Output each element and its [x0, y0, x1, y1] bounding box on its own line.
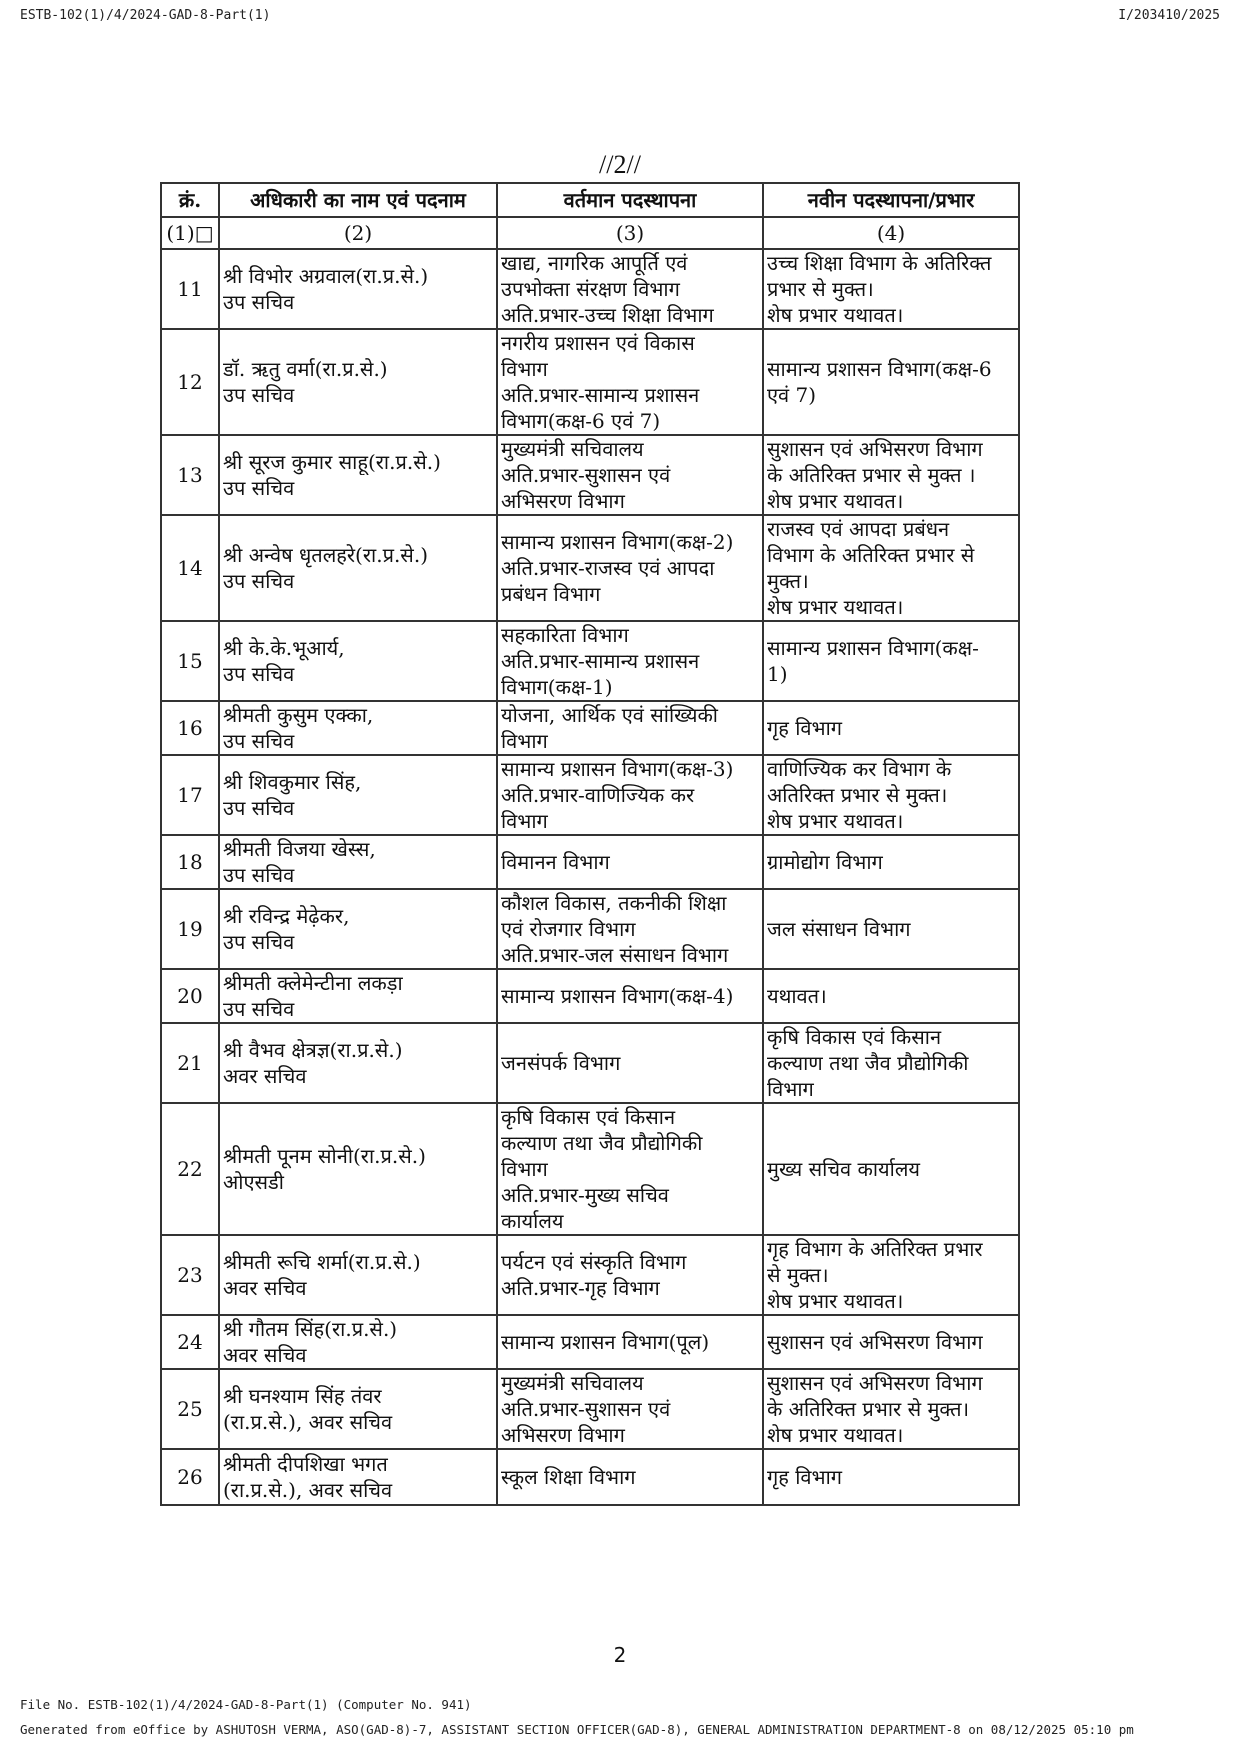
current-posting-line: सामान्य प्रशासन विभाग(पूल) — [501, 1330, 710, 1354]
header-new-posting: नवीन पदस्थापना/प्रभार — [763, 183, 1019, 217]
current-posting-line: अभिसरण विभाग — [501, 1423, 625, 1447]
officer-name-line: श्री के.के.भूआर्य, — [223, 636, 345, 660]
current-posting-line: योजना, आर्थिक एवं सांख्यिकी — [501, 703, 718, 727]
serial-number: 14 — [161, 515, 219, 621]
current-posting-line: उपभोक्ता संरक्षण विभाग — [501, 277, 680, 301]
current-posting-cell — [497, 621, 763, 701]
table-body — [161, 249, 1019, 1505]
officer-name-line: उप सचिव — [223, 997, 295, 1021]
current-posting-cell — [497, 249, 763, 329]
document-number: I/203410/2025 — [1118, 8, 1220, 23]
table-row — [161, 889, 1019, 969]
current-posting-line: अति.प्रभार-मुख्य सचिव — [501, 1183, 669, 1207]
new-posting-cell — [763, 515, 1019, 621]
officer-name-cell — [219, 1315, 497, 1369]
current-posting-cell — [497, 701, 763, 755]
new-posting-line: विभाग — [767, 1077, 814, 1101]
officer-name-line: उप सचिव — [223, 662, 295, 686]
officer-name-line: उप सचिव — [223, 796, 295, 820]
officer-name-cell — [219, 515, 497, 621]
new-posting-cell — [763, 329, 1019, 435]
serial-number: 12 — [161, 329, 219, 435]
new-posting-line: जल संसाधन विभाग — [767, 917, 911, 941]
serial-number: 17 — [161, 755, 219, 835]
officer-name-line: अवर सचिव — [223, 1343, 307, 1367]
table-row — [161, 249, 1019, 329]
new-posting-line: सामान्य प्रशासन विभाग(कक्ष-6 — [767, 357, 992, 381]
current-posting-line: नगरीय प्रशासन एवं विकास — [501, 331, 695, 355]
current-posting-line: अति.प्रभार-सुशासन एवं — [501, 1397, 671, 1421]
current-posting-line: अति.प्रभार-राजस्व एवं आपदा — [501, 556, 715, 580]
officer-name-cell — [219, 1369, 497, 1449]
current-posting-line: विभाग — [501, 729, 548, 753]
new-posting-cell — [763, 889, 1019, 969]
new-posting-line: विभाग के अतिरिक्त प्रभार से — [767, 543, 975, 567]
current-posting-line: अति.प्रभार-सामान्य प्रशासन — [501, 383, 700, 407]
current-posting-cell — [497, 435, 763, 515]
table-row — [161, 621, 1019, 701]
current-posting-line: अति.प्रभार-सामान्य प्रशासन — [501, 649, 700, 673]
table-row — [161, 969, 1019, 1023]
current-posting-line: विभाग — [501, 357, 548, 381]
new-posting-line: गृह विभाग — [767, 716, 843, 740]
current-posting-line: अति.प्रभार-उच्च शिक्षा विभाग — [501, 303, 714, 327]
header-serial: क्रं. — [161, 183, 219, 217]
new-posting-line: गृह विभाग — [767, 1465, 843, 1489]
column-number: (4) — [763, 217, 1019, 249]
header-current-posting: वर्तमान पदस्थापना — [497, 183, 763, 217]
table-row — [161, 1103, 1019, 1235]
current-posting-line: सहकारिता विभाग — [501, 623, 629, 647]
officer-name-line: श्री विभोर अग्रवाल(रा.प्र.से.) — [223, 264, 429, 288]
current-posting-cell — [497, 1449, 763, 1505]
new-posting-line: सामान्य प्रशासन विभाग(कक्ष- — [767, 636, 979, 660]
current-posting-line: विभाग — [501, 1157, 548, 1181]
new-posting-line: राजस्व एवं आपदा प्रबंधन — [767, 517, 950, 541]
new-posting-cell — [763, 1023, 1019, 1103]
new-posting-cell — [763, 1235, 1019, 1315]
officer-name-line: श्री अन्वेष धृतलहरे(रा.प्र.से.) — [223, 543, 428, 567]
table-row — [161, 435, 1019, 515]
officer-name-line: (रा.प्र.से.), अवर सचिव — [223, 1410, 393, 1434]
officer-name-line: श्रीमती क्लेमेन्टीना लकड़ा — [223, 971, 403, 995]
new-posting-line: से मुक्त। — [767, 1263, 829, 1287]
current-posting-line: सामान्य प्रशासन विभाग(कक्ष-4) — [501, 984, 734, 1008]
table-row — [161, 515, 1019, 621]
new-posting-line: शेष प्रभार यथावत। — [767, 809, 904, 833]
officer-name-line: श्रीमती रूचि शर्मा(रा.प्र.से.) — [223, 1250, 421, 1274]
officer-name-line: श्रीमती कुसुम एक्का, — [223, 703, 374, 727]
new-posting-line: यथावत। — [767, 984, 827, 1008]
new-posting-line: कृषि विकास एवं किसान — [767, 1025, 942, 1049]
column-number: (1)□ — [161, 217, 219, 249]
serial-number: 16 — [161, 701, 219, 755]
new-posting-line: सुशासन एवं अभिसरण विभाग — [767, 437, 983, 461]
current-posting-line: अति.प्रभार-सुशासन एवं — [501, 463, 671, 487]
new-posting-cell — [763, 1369, 1019, 1449]
table-row — [161, 1369, 1019, 1449]
new-posting-cell — [763, 621, 1019, 701]
current-posting-line: पर्यटन एवं संस्कृति विभाग — [501, 1250, 687, 1274]
current-posting-line: प्रबंधन विभाग — [501, 582, 601, 606]
officer-name-line: श्रीमती विजया खेस्स, — [223, 837, 376, 861]
new-posting-line: शेष प्रभार यथावत। — [767, 595, 904, 619]
officer-name-line: डॉ. ऋतु वर्मा(रा.प्र.से.) — [223, 357, 388, 381]
current-posting-line: कल्याण तथा जैव प्रौद्योगिकी — [501, 1131, 703, 1155]
current-posting-line: मुख्यमंत्री सचिवालय — [501, 437, 644, 461]
current-posting-line: कार्यालय — [501, 1209, 564, 1233]
table-row — [161, 835, 1019, 889]
officer-name-line: उप सचिव — [223, 290, 295, 314]
new-posting-line: शेष प्रभार यथावत। — [767, 303, 904, 327]
officer-name-line: श्री गौतम सिंह(रा.प्र.से.) — [223, 1317, 398, 1341]
current-posting-line: मुख्यमंत्री सचिवालय — [501, 1371, 644, 1395]
column-number: (3) — [497, 217, 763, 249]
new-posting-cell — [763, 1449, 1019, 1505]
new-posting-line: 1) — [767, 662, 788, 686]
new-posting-cell — [763, 969, 1019, 1023]
serial-number: 11 — [161, 249, 219, 329]
officer-name-line: उप सचिव — [223, 930, 295, 954]
officer-name-line: उप सचिव — [223, 383, 295, 407]
new-posting-cell — [763, 435, 1019, 515]
table-row — [161, 1449, 1019, 1505]
new-posting-line: मुख्य सचिव कार्यालय — [767, 1157, 920, 1181]
current-posting-line: एवं रोजगार विभाग — [501, 917, 636, 941]
new-posting-cell — [763, 701, 1019, 755]
new-posting-line: अतिरिक्त प्रभार से मुक्त। — [767, 783, 948, 807]
new-posting-line: के अतिरिक्त प्रभार से मुक्त । — [767, 463, 976, 487]
serial-number: 18 — [161, 835, 219, 889]
new-posting-line: सुशासन एवं अभिसरण विभाग — [767, 1330, 983, 1354]
column-number: (2) — [219, 217, 497, 249]
new-posting-line: गृह विभाग के अतिरिक्त प्रभार — [767, 1237, 983, 1261]
officer-name-cell — [219, 435, 497, 515]
current-posting-line: विभाग — [501, 809, 548, 833]
officer-name-line: श्रीमती दीपशिखा भगत — [223, 1452, 388, 1476]
current-posting-line: सामान्य प्रशासन विभाग(कक्ष-2) — [501, 530, 734, 554]
current-posting-cell — [497, 969, 763, 1023]
officer-name-line: अवर सचिव — [223, 1276, 307, 1300]
officer-name-cell — [219, 889, 497, 969]
officer-name-cell — [219, 835, 497, 889]
current-posting-line: अभिसरण विभाग — [501, 489, 625, 513]
table-row — [161, 1023, 1019, 1103]
table-row — [161, 1315, 1019, 1369]
officer-name-cell — [219, 755, 497, 835]
officer-name-cell — [219, 1449, 497, 1505]
serial-number: 25 — [161, 1369, 219, 1449]
new-posting-cell — [763, 1103, 1019, 1235]
table-row — [161, 755, 1019, 835]
officer-name-cell — [219, 1023, 497, 1103]
serial-number: 15 — [161, 621, 219, 701]
current-posting-cell — [497, 329, 763, 435]
new-posting-line: उच्च शिक्षा विभाग के अतिरिक्त — [767, 251, 992, 275]
current-posting-line: स्कूल शिक्षा विभाग — [501, 1465, 636, 1489]
serial-number: 21 — [161, 1023, 219, 1103]
officer-name-line: श्री घनश्याम सिंह तंवर — [223, 1384, 382, 1408]
new-posting-line: एवं 7) — [767, 383, 817, 407]
officer-name-line: श्री रविन्द्र मेढ़ेकर, — [223, 904, 350, 928]
officer-name-line: ओएसडी — [223, 1170, 284, 1194]
serial-number: 23 — [161, 1235, 219, 1315]
page-marker: //2// — [599, 150, 641, 179]
officer-name-cell — [219, 249, 497, 329]
officer-name-cell — [219, 701, 497, 755]
footer-generated-line: Generated from eOffice by ASHUTOSH VERMA, ASO(GAD-8)-7, ASSISTANT SECTION OFFICER(GAD-8), GENERAL ADMINISTRATION DEPARTMENT-8 on 08/12/2025 05:10 pm — [20, 1722, 1134, 1737]
current-posting-cell — [497, 1235, 763, 1315]
header-officer-name: अधिकारी का नाम एवं पदनाम — [219, 183, 497, 217]
officer-name-line: उप सचिव — [223, 729, 295, 753]
serial-number: 22 — [161, 1103, 219, 1235]
new-posting-line: शेष प्रभार यथावत। — [767, 1289, 904, 1313]
serial-number: 19 — [161, 889, 219, 969]
officer-name-cell — [219, 329, 497, 435]
officer-name-line: उप सचिव — [223, 476, 295, 500]
new-posting-line: शेष प्रभार यथावत। — [767, 1423, 904, 1447]
officer-name-line: श्री वैभव क्षेत्रज्ञ(रा.प्र.से.) — [223, 1038, 403, 1062]
officer-name-line: श्री शिवकुमार सिंह, — [223, 770, 362, 794]
new-posting-line: शेष प्रभार यथावत। — [767, 489, 904, 513]
current-posting-line: कृषि विकास एवं किसान — [501, 1105, 676, 1129]
current-posting-line: जनसंपर्क विभाग — [501, 1051, 621, 1075]
current-posting-line: सामान्य प्रशासन विभाग(कक्ष-3) — [501, 757, 734, 781]
current-posting-cell — [497, 889, 763, 969]
serial-number: 26 — [161, 1449, 219, 1505]
current-posting-cell — [497, 835, 763, 889]
current-posting-cell — [497, 515, 763, 621]
officer-name-line: श्रीमती पूनम सोनी(रा.प्र.से.) — [223, 1144, 426, 1168]
new-posting-line: प्रभार से मुक्त। — [767, 277, 874, 301]
new-posting-line: मुक्त। — [767, 569, 809, 593]
current-posting-line: अति.प्रभार-जल संसाधन विभाग — [501, 943, 729, 967]
current-posting-cell — [497, 1315, 763, 1369]
officer-name-cell — [219, 1103, 497, 1235]
current-posting-cell — [497, 1023, 763, 1103]
footer-file-line: File No. ESTB-102(1)/4/2024-GAD-8-Part(1) (Computer No. 941) — [20, 1697, 472, 1712]
new-posting-line: ग्रामोद्योग विभाग — [767, 850, 883, 874]
officer-name-line: उप सचिव — [223, 569, 295, 593]
column-number-row — [161, 217, 1019, 249]
officer-name-line: श्री सूरज कुमार साहू(रा.प्र.से.) — [223, 450, 441, 474]
new-posting-cell — [763, 249, 1019, 329]
current-posting-line: खाद्य, नागरिक आपूर्ति एवं — [501, 251, 688, 275]
table-row — [161, 329, 1019, 435]
officer-name-cell — [219, 621, 497, 701]
new-posting-line: सुशासन एवं अभिसरण विभाग — [767, 1371, 983, 1395]
officer-name-cell — [219, 1235, 497, 1315]
current-posting-line: विभाग(कक्ष-1) — [501, 675, 613, 699]
current-posting-line: विमानन विभाग — [501, 850, 610, 874]
current-posting-line: कौशल विकास, तकनीकी शिक्षा — [501, 891, 727, 915]
new-posting-cell — [763, 755, 1019, 835]
current-posting-cell — [497, 755, 763, 835]
current-posting-line: अति.प्रभार-गृह विभाग — [501, 1276, 660, 1300]
officer-name-line: उप सचिव — [223, 863, 295, 887]
table-row — [161, 1235, 1019, 1315]
current-posting-line: विभाग(कक्ष-6 एवं 7) — [501, 409, 661, 433]
new-posting-cell — [763, 835, 1019, 889]
serial-number: 24 — [161, 1315, 219, 1369]
transfer-table — [160, 182, 1020, 1506]
serial-number: 20 — [161, 969, 219, 1023]
serial-number: 13 — [161, 435, 219, 515]
file-reference: ESTB-102(1)/4/2024-GAD-8-Part(1) — [20, 8, 271, 23]
officer-name-line: अवर सचिव — [223, 1064, 307, 1088]
new-posting-line: के अतिरिक्त प्रभार से मुक्त। — [767, 1397, 970, 1421]
current-posting-line: अति.प्रभार-वाणिज्यिक कर — [501, 783, 695, 807]
officer-name-line: (रा.प्र.से.), अवर सचिव — [223, 1478, 393, 1502]
header-row — [161, 183, 1019, 217]
new-posting-line: वाणिज्यिक कर विभाग के — [767, 757, 952, 781]
officer-name-cell — [219, 969, 497, 1023]
new-posting-line: कल्याण तथा जैव प्रौद्योगिकी — [767, 1051, 969, 1075]
current-posting-cell — [497, 1369, 763, 1449]
current-posting-cell — [497, 1103, 763, 1235]
new-posting-cell — [763, 1315, 1019, 1369]
table-row — [161, 701, 1019, 755]
page-number: 2 — [613, 1643, 627, 1667]
